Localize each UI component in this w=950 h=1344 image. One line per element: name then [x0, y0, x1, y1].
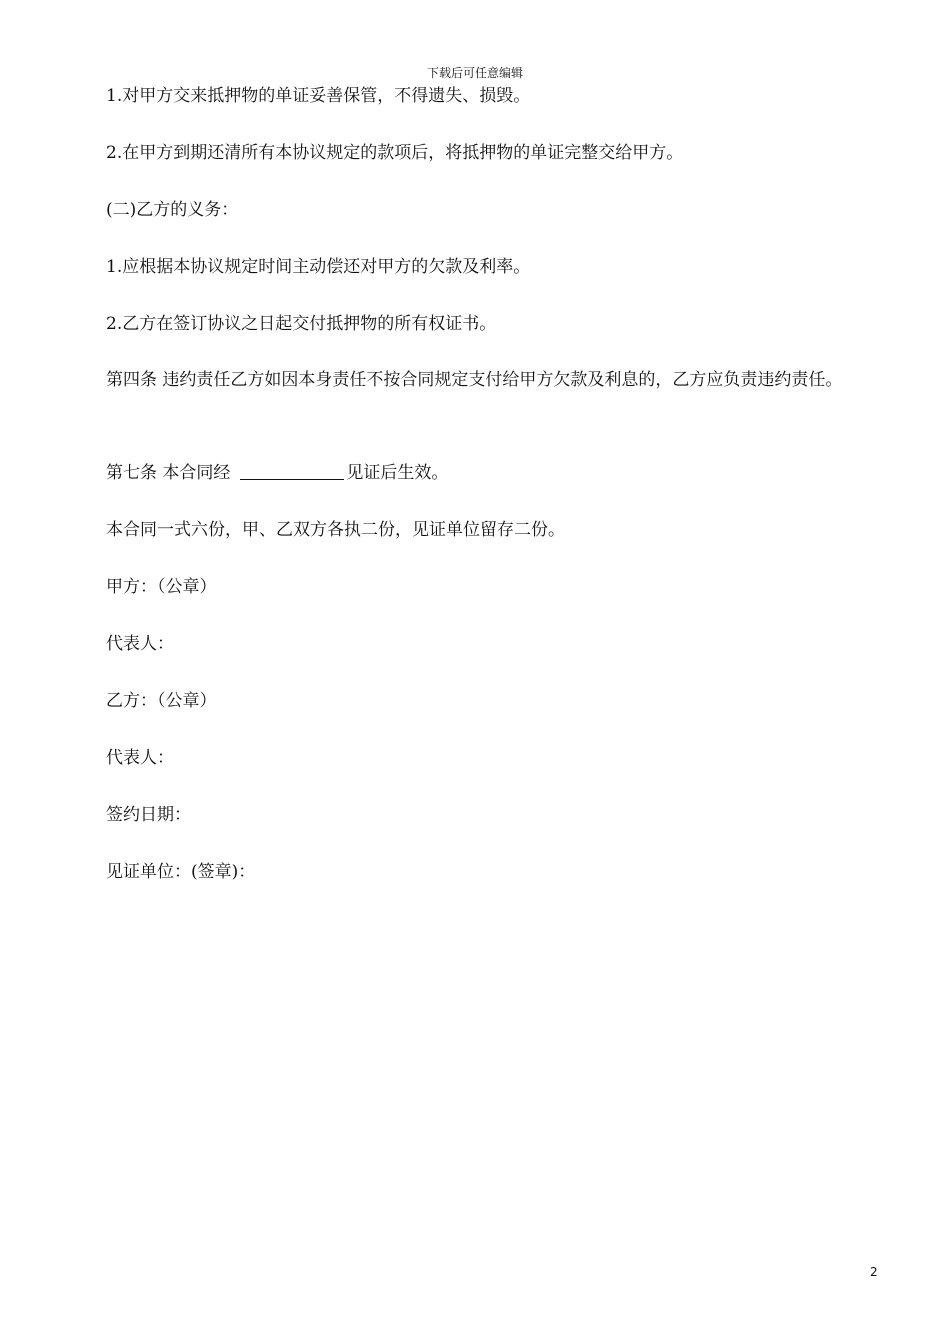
paragraph-article-7-effective	[106, 462, 448, 484]
witness-unit-signature: 见证单位：(签章)：	[106, 862, 256, 882]
signing-date: 签约日期：	[106, 805, 191, 825]
section-heading-party-b-duties: (二)乙方的义务：	[106, 200, 239, 220]
signature-party-b: 乙方：（公章）	[106, 691, 217, 711]
paragraph-deliver-certificate: 2.乙方在签订协议之日起交付抵押物的所有权证书。	[106, 314, 497, 334]
header-note: 下载后可任意编辑	[426, 66, 523, 80]
article-7-prefix: 第七条 本合同经	[106, 463, 231, 483]
paragraph-return-documents: 2.在甲方到期还清所有本协议规定的款项后，将抵押物的单证完整交给甲方。	[106, 143, 684, 163]
paragraph-copies: 本合同一式六份，甲、乙双方各执二份，见证单位留存二份。	[106, 520, 565, 540]
signature-representative-a: 代表人：	[106, 634, 174, 654]
signature-party-a: 甲方：（公章）	[106, 577, 217, 597]
signature-representative-b: 代表人：	[106, 748, 174, 768]
page-number: 2	[870, 1265, 878, 1279]
article-7-suffix: 见证后生效。	[346, 463, 449, 483]
paragraph-custody-duty: 1.对甲方交来抵押物的单证妥善保管，不得遗失、损毁。	[106, 86, 531, 106]
witness-blank-line	[240, 463, 344, 480]
paragraph-repay-debt: 1.应根据本协议规定时间主动偿还对甲方的欠款及利率。	[106, 257, 531, 277]
paragraph-article-4-liability: 第四条 违约责任乙方如因本身责任不按合同规定支付给甲方欠款及利息的，乙方应负责违约责任。	[106, 370, 843, 390]
